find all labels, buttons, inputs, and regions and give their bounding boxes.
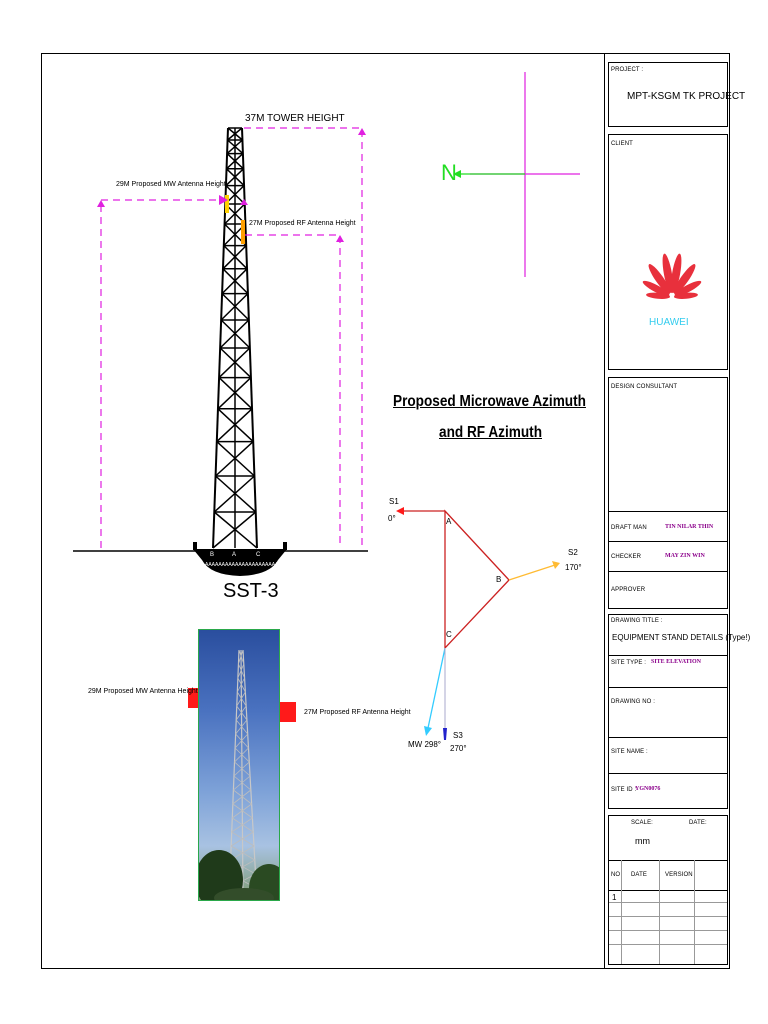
huawei-logo-icon — [642, 247, 702, 307]
north-compass — [453, 72, 580, 277]
mw-azimuth: MW 298° — [408, 740, 441, 749]
vertex-c: C — [446, 630, 452, 639]
rev-header-date: DATE — [631, 872, 647, 878]
s1-degree: 0° — [388, 514, 396, 523]
site-id-value: YGN0076 — [635, 786, 661, 792]
azimuth-title-block-2 — [439, 424, 560, 442]
project-box — [608, 62, 746, 127]
s1-name: S1 — [389, 497, 399, 506]
draftman-value: TIN NILAR THIN — [665, 524, 714, 530]
leg-label-a: A — [232, 552, 237, 558]
drawing-info-box — [608, 614, 751, 809]
azimuth-title-block — [393, 393, 588, 411]
checker-label: CHECKER — [611, 554, 642, 560]
vertex-b: B — [496, 575, 502, 584]
s3-name: S3 — [453, 731, 463, 740]
site-name-label: SITE NAME : — [611, 749, 648, 755]
s3-degree: 270° — [450, 744, 467, 753]
checker-value: MAY ZIN WIN — [665, 553, 705, 559]
project-label: PROJECT : — [611, 67, 644, 73]
tower-lattice — [213, 128, 257, 548]
site-type-value: SITE ELEVATION — [651, 659, 701, 665]
design-consultant-box — [608, 377, 728, 609]
leg-label-c: C — [256, 552, 261, 558]
client-label: CLIENT — [611, 141, 633, 147]
leg-label-b: B — [210, 552, 215, 558]
huawei-brand: HUAWEI — [649, 317, 689, 328]
scale-label: SCALE: — [631, 820, 653, 826]
s2-name: S2 — [568, 548, 578, 557]
revision-box — [608, 815, 728, 965]
rf-antenna-mark — [241, 220, 245, 244]
approver-label: APPROVER — [611, 587, 646, 593]
photo-rf-label: 27M Proposed RF Antenna Height — [304, 709, 411, 716]
date-label: DATE: — [689, 820, 707, 826]
rev-header-no: NO — [611, 872, 621, 878]
vertex-a: A — [446, 517, 452, 526]
mw-height-label: 29M Proposed MW Antenna Height — [116, 181, 226, 188]
client-box — [608, 134, 728, 370]
tower-photo — [198, 629, 280, 901]
draftman-label: DRAFT MAN — [611, 525, 647, 531]
scale-value: mm — [635, 836, 650, 846]
site-type-label: SITE TYPE : — [611, 660, 646, 666]
project-value: MPT-KSGM TK PROJECT — [627, 91, 746, 102]
rev-row-no: 1 — [612, 893, 617, 902]
north-label: N — [441, 160, 457, 185]
mw-antenna-mark — [225, 195, 229, 213]
azimuth-title-line1: Proposed Microwave Azimuth — [393, 393, 586, 410]
drawing-title-label: DRAWING TITLE : — [611, 618, 663, 624]
azimuth-title-line2: and RF Azimuth — [439, 424, 542, 441]
drawing-no-label: DRAWING NO : — [611, 699, 655, 705]
design-consultant-label: DESIGN CONSULTANT — [611, 384, 678, 390]
drawing-title-value: EQUIPMENT STAND DETAILS (Type!) — [612, 633, 751, 642]
rev-header-version: VERSION — [665, 872, 693, 878]
azimuth-diagram — [396, 507, 560, 740]
photo-mw-label: 29M Proposed MW Antenna Height — [88, 688, 198, 695]
tower-height-label: 37M TOWER HEIGHT — [245, 113, 345, 124]
tower-name: SST-3 — [223, 580, 279, 602]
s2-degree: 170° — [565, 563, 582, 572]
svg-text:AAAAAAAAAAAAAAAAAAAAAAA: AAAAAAAAAAAAAAAAAAAAAAA — [205, 562, 282, 568]
rf-height-label: 27M Proposed RF Antenna Height — [249, 220, 356, 227]
site-id-label: SITE ID : — [611, 787, 637, 793]
